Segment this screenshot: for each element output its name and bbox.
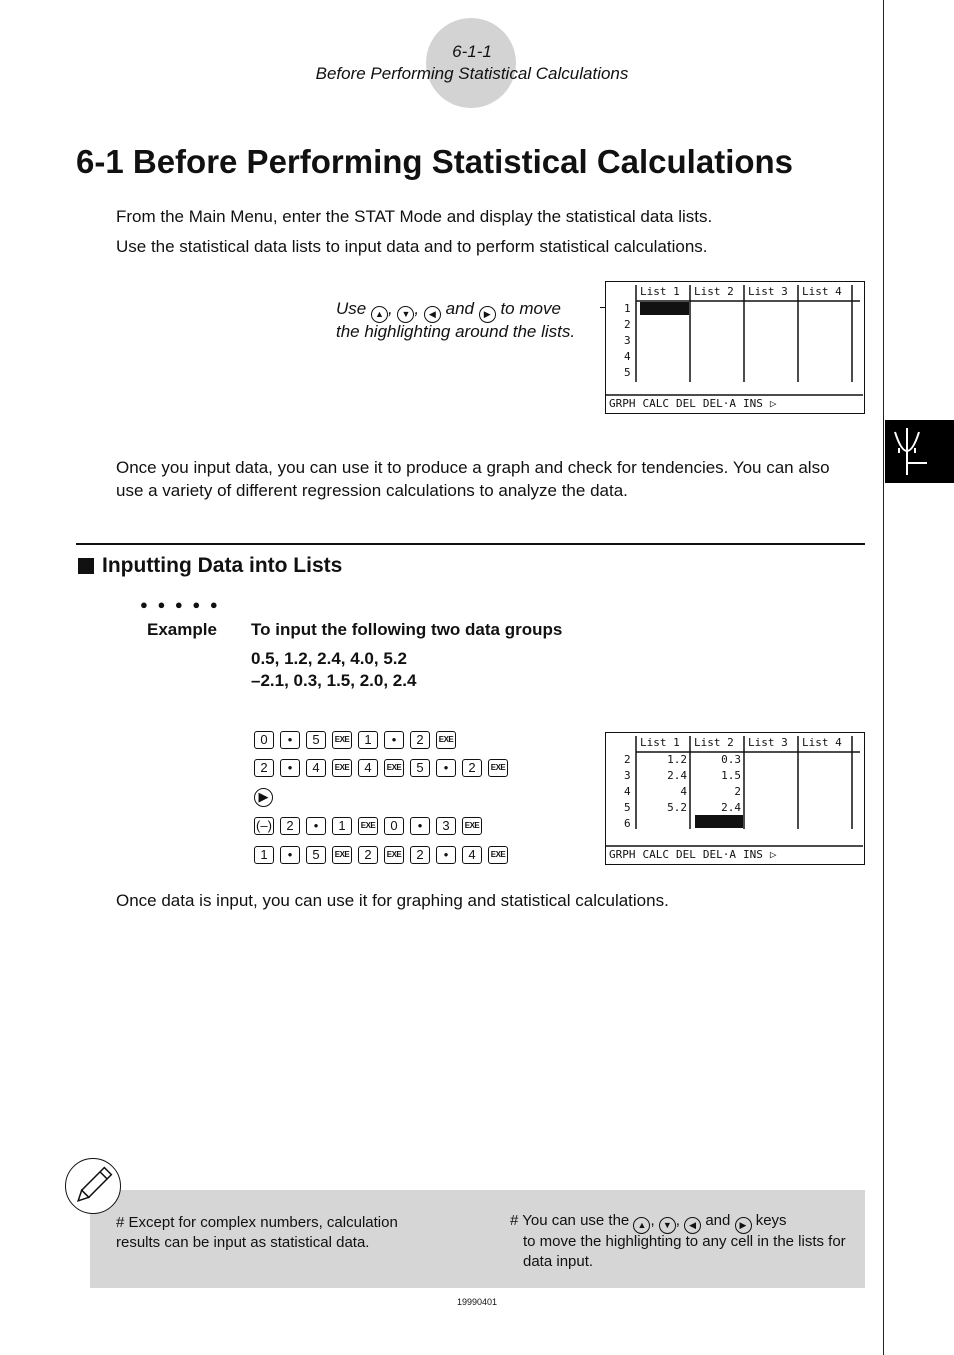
menu-ins: INS [743,397,763,410]
screen-2-row-numbers [624,752,631,832]
menu-next: ▷ [769,397,777,410]
exe-key-icon: EXE [384,846,404,864]
list-1-cell: 4 [680,785,687,798]
list-2-cell: 1.5 [721,769,741,782]
exe-key-icon: EXE [462,817,482,835]
cursor-note-and: and [445,299,474,318]
key-sequence [254,844,508,866]
menu-grph: GRPH [609,848,636,861]
calculator-screen-2 [605,732,865,865]
footer-code: 19990401 [456,1297,498,1307]
intro-line-1: From the Main Menu, enter the STAT Mode and display the statistical data lists. [116,207,713,226]
calculator-key: • [436,846,456,864]
example-dots: ● ● ● ● ● [140,597,221,612]
calculator-key: 2 [410,846,430,864]
note-right-keys: keys [755,1212,787,1229]
list-header: List 2 [694,285,734,298]
list-2-values [693,752,741,816]
calculator-key: 2 [280,817,300,835]
right-key-icon: ▶ [735,1217,752,1234]
screen-1-headers [640,285,860,298]
section-rule [76,543,865,545]
calculator-key: 0 [384,817,404,835]
note-right-and: and [705,1212,731,1229]
menu-grph: GRPH [609,397,636,410]
left-key-icon: ◀ [684,1217,701,1234]
list-2-cell: 2.4 [721,801,741,814]
menu-del: DEL [676,848,696,861]
cursor-note: Use ▲ , ▼ , ◀ and ▶ to move [336,297,561,323]
paragraph-after-input: Once data is input, you can use it for graphing and statistical calculations. [116,891,669,910]
list-header: List 4 [802,736,842,749]
section-heading-text: Inputting Data into Lists [102,554,343,577]
row-number: 6 [624,817,631,830]
key-sequence [254,757,508,779]
exe-key-icon: EXE [384,759,404,777]
row-number: 5 [624,366,631,379]
list-2-cell: 2 [734,785,741,798]
row-number: 2 [624,318,631,331]
list-header: List 3 [748,736,788,749]
calculator-key: • [306,817,326,835]
example-label: Example [147,620,217,639]
screen-1-row-numbers [624,301,631,381]
cursor-note-to-move: to move [500,299,561,318]
list-header: List 3 [748,285,788,298]
calculator-key: 2 [410,731,430,749]
list-header: List 4 [802,285,842,298]
data-group-1: 0.5, 1.2, 2.4, 4.0, 5.2 [251,649,407,668]
calculator-key: (–) [254,817,274,835]
calculator-key: • [280,759,300,777]
exe-key-icon: EXE [332,759,352,777]
left-key-icon: ◀ [424,306,441,323]
calculator-key: 4 [358,759,378,777]
menu-calc: CALC [642,848,669,861]
list-1-cell: 5.2 [667,801,687,814]
cursor-note-line-2: the highlighting around the lists. [336,322,576,341]
cursor-note-use: Use [336,299,367,318]
calculator-key: 5 [306,731,326,749]
key-sequence [254,729,456,751]
list-header: List 1 [640,285,680,298]
down-key-icon: ▼ [397,306,414,323]
list-1-cell: 1.2 [667,753,687,766]
section-title: Before Performing Statistical Calculations [315,64,629,83]
header-circle [426,18,516,108]
list-1-cell: 2.4 [667,769,687,782]
up-key-icon: ▲ [633,1217,650,1234]
calculator-key: 5 [306,846,326,864]
row-number: 4 [624,785,631,798]
list-header: List 2 [694,736,734,749]
exe-key-icon: EXE [332,731,352,749]
page-title: 6-1 Before Performing Statistical Calculations [76,143,794,180]
row-number: 5 [624,801,631,814]
note-right-prefix: # You can use the [510,1212,630,1229]
list-2-cell: 0.3 [721,753,741,766]
square-bullet-icon [78,558,94,574]
list-1-values [639,752,687,816]
right-key-icon: ▶ [254,788,273,807]
screen-1-menu [609,397,777,410]
data-group-2: –2.1, 0.3, 1.5, 2.0, 2.4 [251,671,417,690]
note-left: # Except for complex numbers, calculation results can be input as statistical data. [116,1214,398,1251]
calculator-key: • [436,759,456,777]
calculator-key: • [280,731,300,749]
calculator-key: 1 [332,817,352,835]
note-right-line-1: # You can use the ▲ , ▼ , ◀ and ▶ keys [510,1211,787,1234]
calculator-key: • [384,731,404,749]
calculator-key: 1 [254,846,274,864]
exe-key-icon: EXE [332,846,352,864]
calculator-key: 4 [306,759,326,777]
menu-del: DEL [676,397,696,410]
calculator-key: 1 [358,731,378,749]
calculator-screen-1 [605,281,865,414]
key-sequence [254,786,273,808]
row-number: 3 [624,769,631,782]
key-sequence [254,815,482,837]
note-right-continued: to move the highlighting to any cell in the lists for data input. [523,1233,846,1270]
exe-key-icon: EXE [488,759,508,777]
statistics-chapter-icon [885,420,954,483]
example-text: To input the following two data groups [251,620,563,639]
page-edge-line [883,0,884,1355]
paragraph-tendencies: Once you input data, you can use it to produce a graph and check for tendencies. You can also use a variety of different regression calculations to analyze the data. [116,458,830,500]
chapter-tab [885,420,954,483]
row-number: 2 [624,753,631,766]
calculator-key: 0 [254,731,274,749]
calculator-key: 2 [254,759,274,777]
calculator-key: 2 [358,846,378,864]
calculator-key: 5 [410,759,430,777]
intro-line-2: Use the statistical data lists to input data and to perform statistical calculations. [116,237,708,256]
menu-ins: INS [743,848,763,861]
pencil-icon [65,1158,121,1214]
menu-del-a: DEL·A [702,848,736,861]
list-header: List 1 [640,736,680,749]
row-number: 1 [624,302,631,315]
exe-key-icon: EXE [436,731,456,749]
exe-key-icon: EXE [358,817,378,835]
menu-del-a: DEL·A [702,397,736,410]
calculator-key: 3 [436,817,456,835]
calculator-key: • [410,817,430,835]
section-heading [78,554,342,578]
menu-next: ▷ [769,848,777,861]
up-key-icon: ▲ [371,306,388,323]
right-key-icon: ▶ [479,306,496,323]
menu-calc: CALC [642,397,669,410]
calculator-key: 4 [462,846,482,864]
calculator-key: 2 [462,759,482,777]
screen-1-grid [606,282,863,412]
section-number: 6-1-1 [452,42,492,61]
row-number: 4 [624,350,631,363]
exe-key-icon: EXE [488,846,508,864]
down-key-icon: ▼ [659,1217,676,1234]
screen-2-menu [609,848,777,861]
row-number: 3 [624,334,631,347]
screen-2-headers [640,736,860,749]
calculator-key: • [280,846,300,864]
